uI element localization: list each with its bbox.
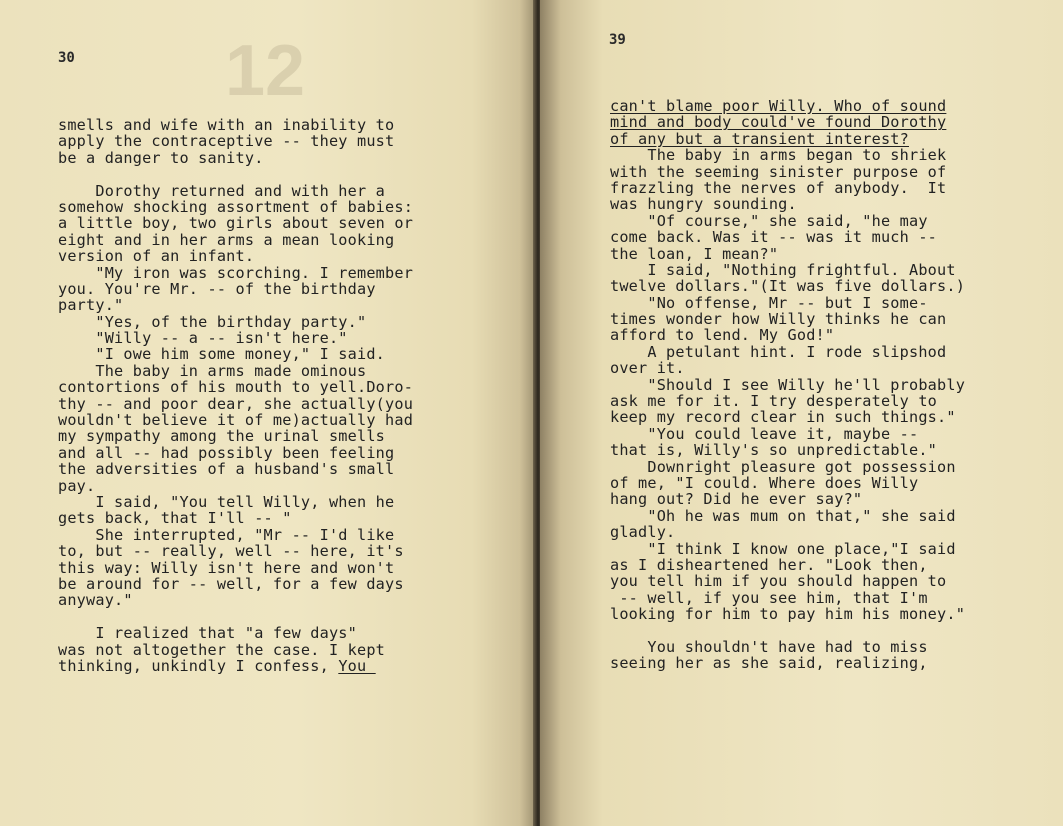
- left-page-body: [58, 117, 413, 674]
- right-body-line: hang out? Did he ever say?": [610, 490, 863, 509]
- left-body-line: Dorothy returned and with her a: [58, 181, 386, 200]
- right-body-line: the loan, I mean?": [610, 244, 779, 263]
- right-body-line: "I think I know one place,"I said: [610, 539, 956, 558]
- left-body-line: you. You're Mr. -- of the birthday: [58, 279, 376, 298]
- right-page-number: 39: [609, 32, 626, 48]
- left-body-line: smells and wife with an inability to: [58, 116, 395, 134]
- left-body-line: thy -- and poor dear, she actually(you: [58, 394, 414, 413]
- left-body-line: "I owe him some money," I said.: [58, 345, 386, 364]
- left-body-line: [58, 166, 413, 182]
- left-body-line: "My iron was scorching. I remember: [58, 263, 414, 282]
- left-body-line: thinking, unkindly I confess, You: [58, 656, 376, 675]
- right-body-line: The baby in arms began to shriek: [610, 146, 947, 165]
- right-body-line: gladly.: [610, 523, 676, 542]
- right-body-line: as I disheartened her. "Look then,: [610, 555, 928, 574]
- right-body-line: "Should I see Willy he'll probably: [610, 375, 966, 394]
- left-body-line: contortions of his mouth to yell.Doro-: [58, 378, 414, 397]
- left-body-line: the adversities of a husband's small: [58, 460, 395, 479]
- right-body-line: keep my record clear in such things.": [610, 408, 956, 427]
- left-body-line: The baby in arms made ominous: [58, 361, 367, 380]
- left-page-number: 30: [58, 50, 75, 66]
- left-body-line: "Willy -- a -- isn't here.": [58, 329, 348, 348]
- left-body-line: "Yes, of the birthday party.": [58, 312, 367, 331]
- right-body-line: of me, "I could. Where does Willy: [610, 473, 919, 492]
- left-body-line: version of an infant.: [58, 247, 255, 266]
- left-body-line: to, but -- really, well -- here, it's: [58, 542, 404, 561]
- right-body-line: times wonder how Willy thinks he can: [610, 310, 947, 329]
- right-body-line: seeing her as she said, realizing,: [610, 654, 928, 673]
- left-body-line: apply the contraceptive -- they must: [58, 132, 395, 151]
- right-page: [540, 0, 1063, 826]
- left-body-line: and all -- had possibly been feeling: [58, 443, 395, 462]
- left-body-line: anyway.": [58, 591, 133, 610]
- left-body-line: be a danger to sanity.: [58, 148, 264, 167]
- right-body-line: "Oh he was mum on that," she said: [610, 506, 956, 525]
- underlined-word: You: [338, 656, 376, 675]
- right-body-line: over it.: [610, 359, 685, 378]
- right-body-line: -- well, if you see him, that I'm: [610, 588, 928, 607]
- right-underlined-line: mind and body could've found Dorothy: [610, 113, 947, 132]
- right-body-line: with the seeming sinister purpose of: [610, 162, 947, 181]
- bleed-through-heading: 12: [225, 31, 306, 111]
- left-body-line: was not altogether the case. I kept: [58, 640, 386, 659]
- left-body-line: I realized that "a few days": [58, 624, 357, 643]
- right-body-line: that is, Willy's so unpredictable.": [610, 441, 938, 460]
- right-body-line: I said, "Nothing frightful. About: [610, 260, 956, 279]
- right-body-line: "You could leave it, maybe --: [610, 424, 919, 443]
- left-body-line: pay.: [58, 476, 96, 495]
- right-body-line: A petulant hint. I rode slipshod: [610, 342, 947, 361]
- left-body-line: I said, "You tell Willy, when he: [58, 492, 395, 511]
- right-body-line: [610, 623, 965, 639]
- left-body-line: [58, 609, 413, 625]
- left-body-line: gets back, that I'll -- ": [58, 509, 292, 528]
- right-body-line: frazzling the nerves of anybody. It: [610, 178, 947, 197]
- left-body-line: eight and in her arms a mean looking: [58, 230, 395, 249]
- right-body-line: "Of course," she said, "he may: [610, 211, 928, 230]
- right-underlined-line: can't blame poor Willy. Who of sound: [610, 97, 947, 115]
- right-body-line: afford to lend. My God!": [610, 326, 835, 345]
- right-page-body: [610, 98, 965, 672]
- right-body-line: twelve dollars."(It was five dollars.): [610, 277, 966, 296]
- right-body-line: was hungry sounding.: [610, 195, 797, 214]
- right-body-line: you tell him if you should happen to: [610, 572, 947, 591]
- left-body-line: a little boy, two girls about seven or: [58, 214, 414, 233]
- right-body-line: ask me for it. I try desperately to: [610, 392, 938, 411]
- left-body-line: be around for -- well, for a few days: [58, 574, 404, 593]
- right-body-line: You shouldn't have had to miss: [610, 637, 928, 656]
- left-body-line: this way: Willy isn't here and won't: [58, 558, 395, 577]
- right-body-line: "No offense, Mr -- but I some-: [610, 293, 928, 312]
- right-body-line: Downright pleasure got possession: [610, 457, 956, 476]
- right-body-line: looking for him to pay him his money.": [610, 605, 966, 624]
- right-body-line: come back. Was it -- was it much --: [610, 228, 938, 247]
- left-body-line: wouldn't believe it of me)actually had: [58, 411, 414, 430]
- left-body-line: party.": [58, 296, 124, 315]
- left-body-line: somehow shocking assortment of babies:: [58, 197, 414, 216]
- left-body-line: She interrupted, "Mr -- I'd like: [58, 525, 395, 544]
- left-body-line: my sympathy among the urinal smells: [58, 427, 386, 446]
- right-underlined-line: of any but a transient interest?: [610, 129, 909, 148]
